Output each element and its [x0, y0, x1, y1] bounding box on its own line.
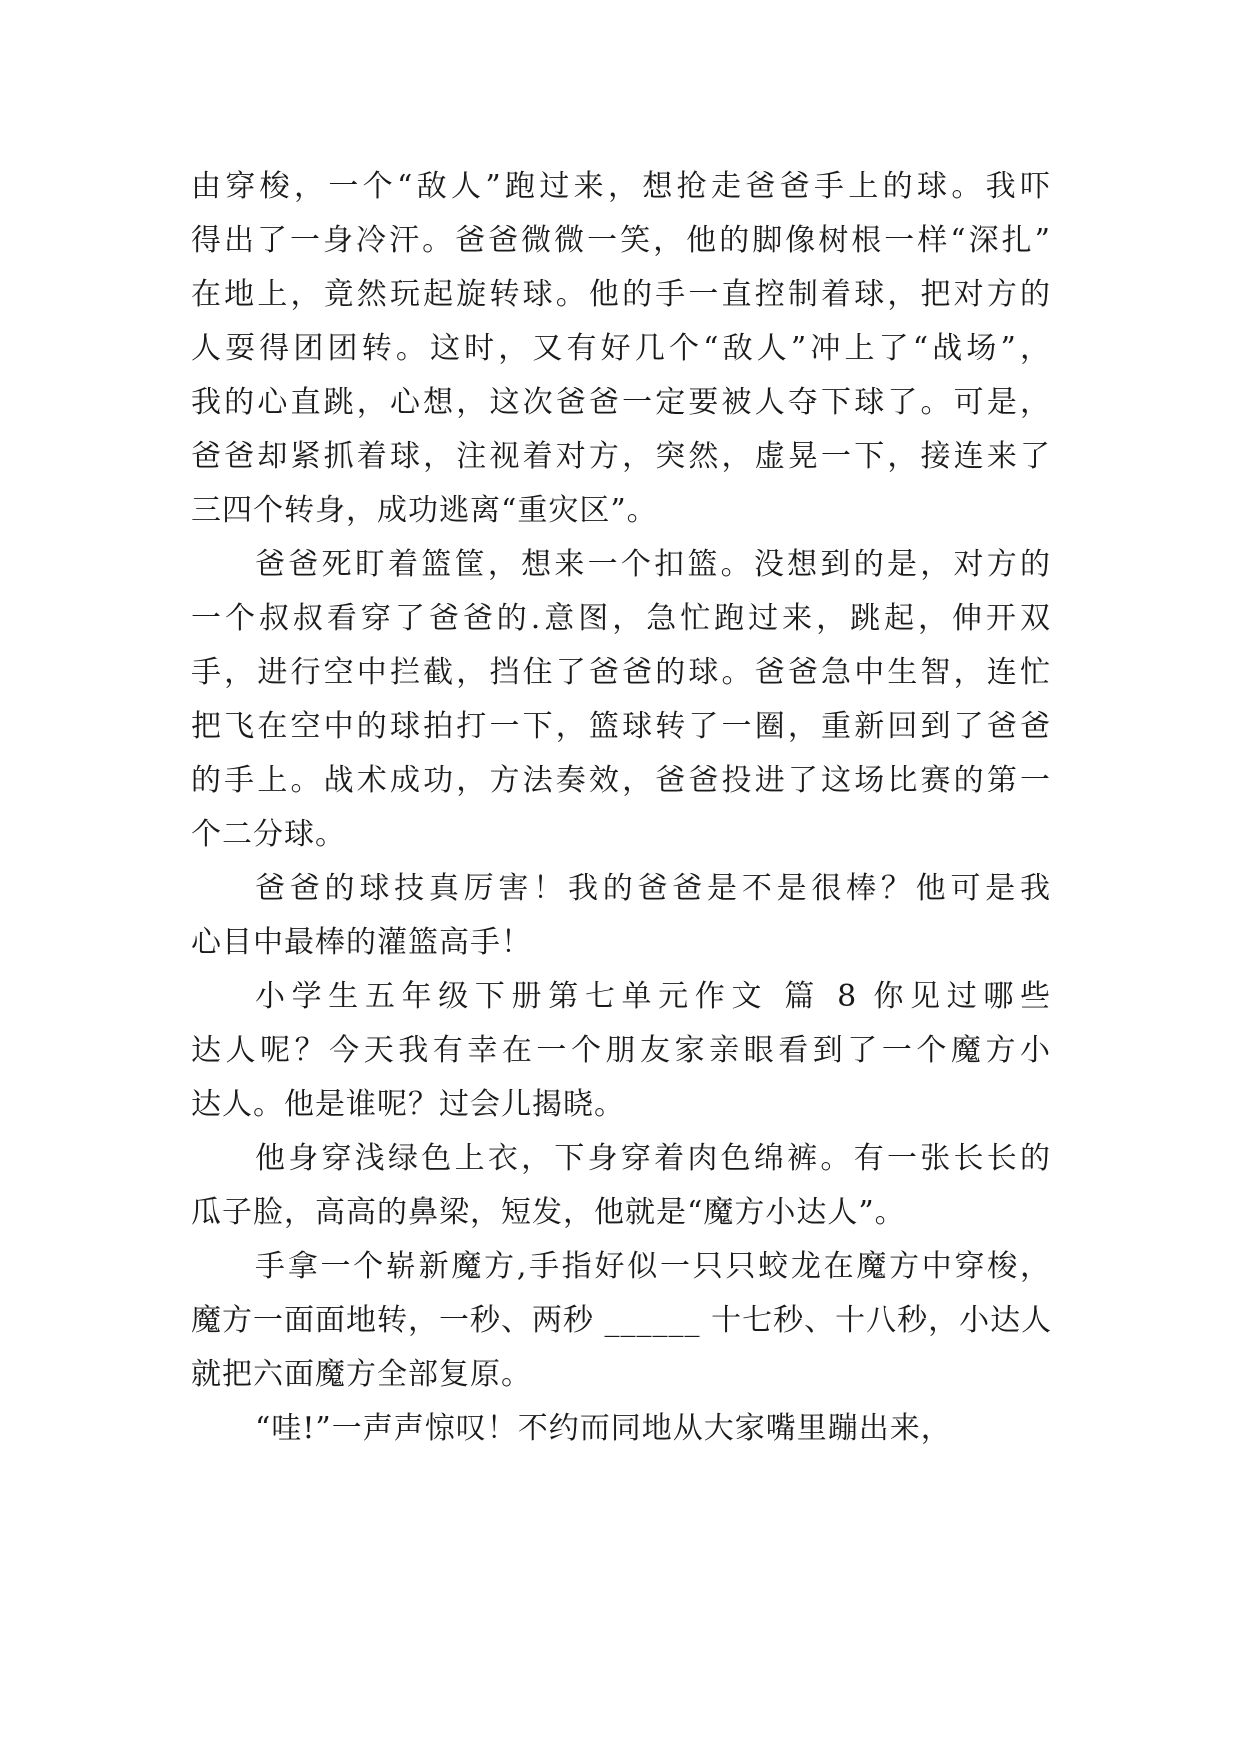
- text-line: 三四个转身，成功逃离“重灾区”。: [191, 493, 658, 528]
- text-line: 把飞在空中的球拍打一下，篮球转了一圈，重新回到了爸爸: [191, 709, 1051, 744]
- text-line: 就把六面魔方全部复原。: [191, 1357, 532, 1392]
- text-line: 得出了一身冷汗。爸爸微微一笑，他的脚像树根一样“深扎”: [191, 223, 1051, 258]
- text-line: 的手上。战术成功，方法奏效，爸爸投进了这场比赛的第一: [191, 763, 1051, 798]
- text-line: 手拿一个崭新魔方,手指好似一只只蛟龙在魔方中穿梭，: [255, 1249, 1051, 1284]
- paragraph: [191, 970, 1051, 1132]
- paragraph: [191, 862, 1051, 970]
- text-line: 我的心直跳，心想，这次爸爸一定要被人夺下球了。可是，: [191, 385, 1051, 420]
- text-line: 瓜子脸，高高的鼻梁，短发，他就是“魔方小达人”。: [191, 1195, 906, 1230]
- text-line: 一个叔叔看穿了爸爸的.意图，急忙跑过来，跳起，伸开双: [191, 601, 1051, 636]
- text-line: 在地上，竟然玩起旋转球。他的手一直控制着球，把对方的: [191, 277, 1051, 312]
- text-line: 个二分球。: [191, 817, 346, 852]
- paragraph: [191, 1132, 1051, 1240]
- text-line: 达人呢？今天我有幸在一个朋友家亲眼看到了一个魔方小: [191, 1033, 1051, 1068]
- text-line: 爸爸却紧抓着球，注视着对方，突然，虚晃一下，接连来了: [191, 439, 1051, 474]
- paragraph: [191, 538, 1051, 862]
- paragraph: [191, 1402, 1051, 1456]
- text-line: 达人。他是谁呢？过会儿揭晓。: [191, 1087, 625, 1122]
- text-line: 魔方一面面地转，一秒、两秒 ______ 十七秒、十八秒，小达人: [191, 1303, 1053, 1338]
- text-line: 他身穿浅绿色上衣，下身穿着肉色绵裤。有一张长长的: [255, 1141, 1051, 1176]
- text-line: 爸爸的球技真厉害！我的爸爸是不是很棒？他可是我: [255, 871, 1051, 906]
- paragraph: [191, 160, 1051, 538]
- paragraph: [191, 1240, 1051, 1402]
- text-line: 爸爸死盯着篮筐，想来一个扣篮。没想到的是，对方的: [255, 547, 1051, 582]
- text-line: 小学生五年级下册第七单元作文 篇 8 你见过哪些: [255, 979, 1051, 1014]
- text-line: 心目中最棒的灌篮高手！: [191, 925, 532, 960]
- text-line: 手，进行空中拦截，挡住了爸爸的球。爸爸急中生智，连忙: [191, 655, 1051, 690]
- text-line: “哇!”一声声惊叹！不约而同地从大家嘴里蹦出来，: [255, 1411, 952, 1446]
- text-line: 人耍得团团转。这时，又有好几个“敌人”冲上了“战场”，: [191, 331, 1051, 366]
- document-body: [191, 160, 1051, 1456]
- text-line: 由穿梭，一个“敌人”跑过来，想抢走爸爸手上的球。我吓: [191, 169, 1051, 204]
